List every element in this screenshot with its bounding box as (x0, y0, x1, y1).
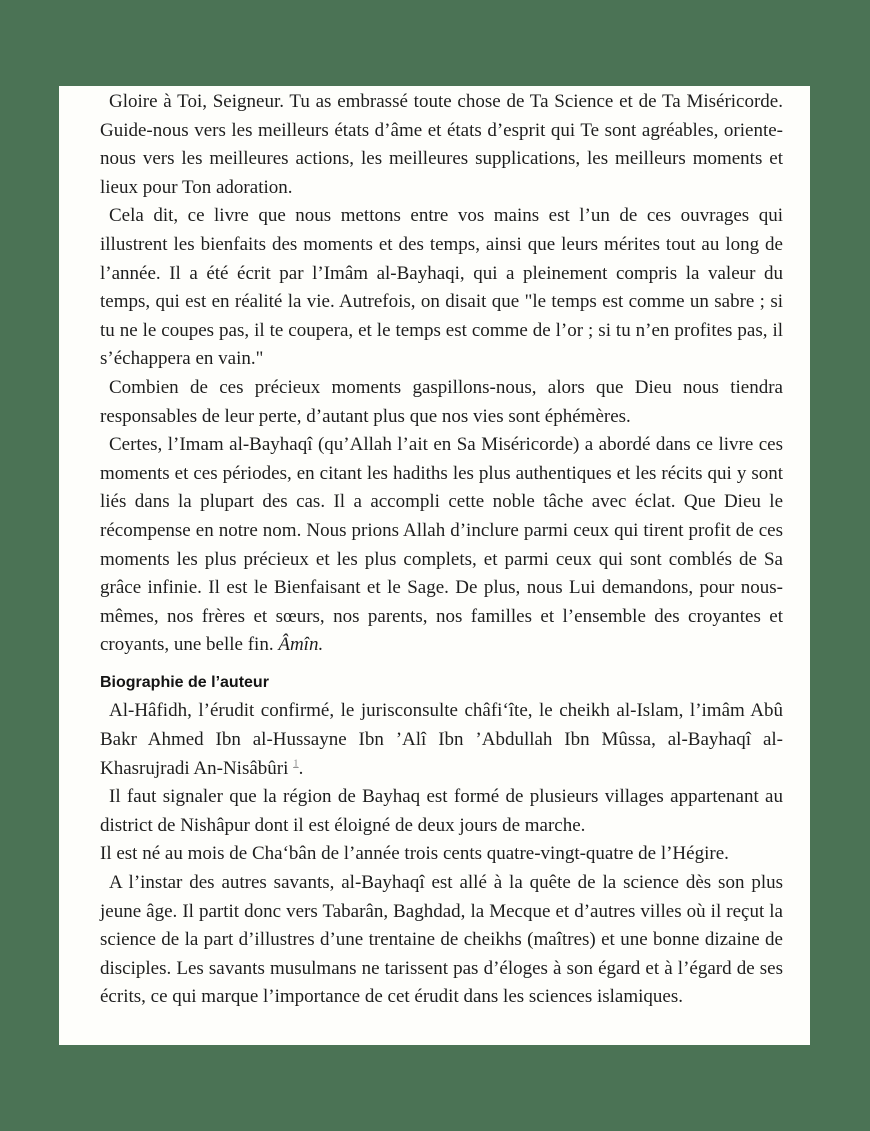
paragraph-al-hafidh-text: Al-Hâfidh, l’érudit confirmé, le jurisconsulte châfi‘îte, le cheikh al-Islam, l’imâm Abû Bakr Ahmed Ibn al-Hussayne Ibn ’Alî Ibn ’Abdullah Ibn Mûssa, al-Bayhaqî al-Khasrujradi An-Nisâbûri (100, 700, 783, 779)
page-text (100, 88, 783, 1012)
paragraph-gloire: Gloire à Toi, Seigneur. Tu as embrassé toute chose de Ta Science et de Ta Miséricorde. Guide-nous vers les meilleurs états d’âme et états d’esprit qui Te sont agréables, oriente-nous vers les meilleures actions, les meilleures supplications, les meilleurs moments et lieux pour Ton adoration. (100, 91, 783, 198)
amin-italic: Âmîn. (278, 634, 324, 656)
paragraph-certes-text: Certes, l’Imam al-Bayhaqî (qu’Allah l’ait en Sa Miséricorde) a abordé dans ce livre ces moments et ces périodes, en citant les hadiths les plus authentiques et les récits qui y sont liés dans la plupart des cas. Il a accompli cette noble tâche avec éclat. Que Dieu le récompense en notre nom. Nous prions Allah d’inclure parmi ceux qui tirent profit de ces moments les plus précieux et les plus complets, et parmi ceux qui sont comblés de Sa grâce infinie. Il est le Bienfaisant et le Sage. De plus, nous Lui demandons, pour nous-mêmes, nos frères et sœurs, nos parents, nos familles et l’ensemble des croyantes et croyants, une belle fin. (100, 434, 783, 656)
footnote-ref-1[interactable]: 1 (293, 757, 299, 770)
paragraph-instar-savants: A l’instar des autres savants, al-Bayhaqî est allé à la quête de la science dès son plus jeune âge. Il partit donc vers Tabarân, Baghdad, la Mecque et d’autres villes où il reçut la science de la part d’illustres d’une trentaine de cheikhs (maîtres) et une bonne dizaine de disciples. Les savants musulmans ne tarissent pas d’éloges à son égard et à l’égard de ses écrits, ce qui marque l’importance de cet érudit dans les sciences islamiques. (100, 872, 783, 1008)
section-heading-biographie: Biographie de l’auteur (100, 673, 269, 691)
paragraph-naissance: Il est né au mois de Cha‘bân de l’année trois cents quatre-vingt-quatre de l’Hégire. (100, 843, 729, 865)
book-page (59, 86, 810, 1045)
paragraph-al-hafidh (100, 697, 783, 783)
paragraph-cela-dit: Cela dit, ce livre que nous mettons entre vos mains est l’un de ces ouvrages qui illustrent les bienfaits des moments et des temps, ainsi que leurs mérites tout au long de l’année. Il a été écrit par l’Imâm al-Bayhaqi, qui a pleinement compris la valeur du temps, qui est en réalité la vie. Autrefois, on disait que "le temps est comme un sabre ; si tu ne le coupes pas, il te coupera, et le temps est comme de l’or ; si tu n’en profites pas, il s’échappera en vain." (100, 205, 783, 370)
paragraph-al-hafidh-period: . (298, 757, 304, 779)
paragraph-certes (100, 431, 783, 660)
paragraph-bayhaq-region: Il faut signaler que la région de Bayhaq est formé de plusieurs villages appartenant au district de Nishâpur dont il est éloigné de deux jours de marche. (100, 786, 783, 836)
paragraph-combien: Combien de ces précieux moments gaspillons-nous, alors que Dieu nous tiendra responsables de leur perte, d’autant plus que nos vies sont éphémères. (100, 376, 783, 427)
